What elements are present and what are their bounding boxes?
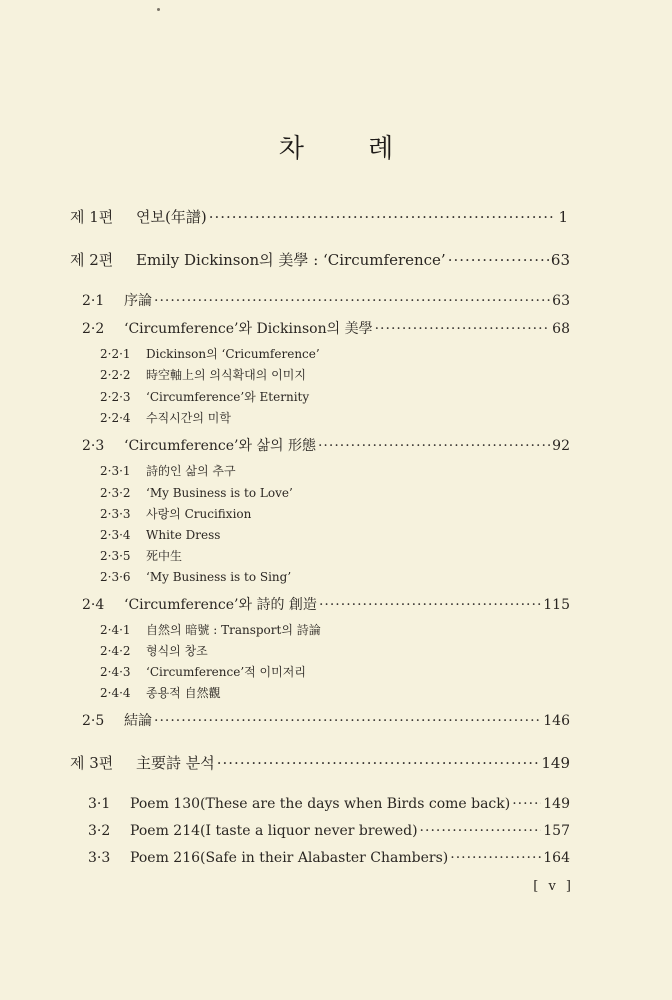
toc-entry-2-2-4[interactable]: [100, 412, 231, 424]
entry-number: 2·5: [82, 713, 105, 729]
toc-entry-2-4-2[interactable]: [100, 645, 208, 657]
entry-title: 結論: [124, 713, 152, 729]
entry-title: ‘Circumference’와 詩的 創造: [124, 597, 317, 613]
entry-title: 時空軸上의 의식확대의 이미지: [146, 368, 306, 382]
toc-entry-3-3[interactable]: [88, 851, 570, 865]
entry-number: 2·3·3: [100, 507, 131, 521]
entry-page: 146: [543, 713, 570, 729]
entry-title: ‘Circumference’와 삶의 形態: [124, 438, 316, 454]
entry-title: Poem 130(These are the days when Birds come back): [130, 796, 511, 812]
entry-number: 3·2: [88, 823, 111, 839]
entry-page: 63: [550, 251, 570, 269]
entry-page: 92: [552, 438, 570, 454]
entry-page: 149: [543, 796, 570, 812]
entry-number: 제 2편: [70, 251, 114, 269]
entry-number: 3·3: [88, 850, 111, 866]
leader-dots: [154, 714, 541, 728]
leader-dots: [209, 210, 557, 225]
entry-title: 종용적 自然觀: [146, 686, 221, 700]
toc-entry-2-3-5[interactable]: [100, 550, 182, 562]
entry-page: 164: [543, 850, 570, 866]
entry-page: 115: [543, 597, 570, 613]
entry-page: 149: [541, 754, 570, 772]
entry-number: 2·2·4: [100, 411, 131, 425]
toc-entry-2-4[interactable]: [82, 598, 570, 612]
entry-number: 2·2: [82, 321, 105, 337]
entry-title: Dickinson의 ‘Cricumference’: [146, 347, 320, 361]
leader-dots: [318, 439, 550, 453]
entry-title: ‘My Business is to Sing’: [146, 570, 292, 584]
entry-number: 2·3: [82, 438, 105, 454]
toc-entry-2-3-2[interactable]: [100, 487, 293, 499]
entry-title: ‘Circumference’와 Eternity: [146, 390, 310, 404]
entry-number: 2·2·1: [100, 347, 131, 361]
entry-number: 2·4·3: [100, 665, 131, 679]
entry-title: ‘Circumference’적 이미저리: [146, 665, 306, 679]
page-folio: [ v ]: [533, 879, 574, 894]
leader-dots: [420, 824, 542, 838]
entry-title: 自然의 暗號 : Transport의 詩論: [146, 623, 321, 637]
leader-dots: [319, 598, 541, 612]
entry-title: 형식의 창조: [146, 644, 208, 658]
toc-entry-2-2-2[interactable]: [100, 369, 306, 381]
entry-title: 수직시간의 미학: [146, 411, 231, 425]
toc-entry-2-3-6[interactable]: [100, 571, 291, 583]
leader-dots: [217, 756, 540, 771]
leader-dots: [450, 851, 541, 865]
entry-title: 연보(年譜): [136, 208, 207, 226]
entry-number: 2·4·2: [100, 644, 131, 658]
entry-number: 2·2·3: [100, 390, 131, 404]
leader-dots: [512, 797, 541, 811]
entry-title: Emily Dickinson의 美學 : ‘Circumference’: [136, 251, 446, 269]
entry-number: 2·3·1: [100, 464, 131, 478]
entry-number: 2·4·1: [100, 623, 131, 637]
entry-title: Poem 214(I taste a liquor never brewed): [130, 823, 418, 839]
entry-title: Poem 216(Safe in their Alabaster Chambers): [130, 850, 449, 866]
entry-title: ‘My Business is to Love’: [146, 486, 293, 500]
entry-page: 68: [552, 321, 570, 337]
entry-number: 2·3·4: [100, 528, 131, 542]
toc-entry-2-3-1[interactable]: [100, 465, 236, 477]
toc-entry-2-5[interactable]: [82, 714, 570, 728]
toc-entry-2-3-3[interactable]: [100, 508, 251, 520]
entry-title: White Dress: [146, 528, 221, 542]
toc-entry-2-1[interactable]: [82, 294, 570, 308]
entry-number: 2·3·5: [100, 549, 131, 563]
entry-title: 사랑의 Crucifixion: [146, 507, 252, 521]
toc-entry-2-3[interactable]: [82, 439, 570, 453]
entry-number: 제 1편: [70, 208, 114, 226]
entry-title: 死中生: [146, 549, 183, 563]
entry-page: 1: [558, 208, 568, 226]
toc-entry-part2[interactable]: [70, 253, 570, 268]
entry-title: 主要詩 분석: [136, 754, 215, 772]
toc-entry-part3[interactable]: [70, 756, 570, 771]
paper-speck: [157, 8, 160, 11]
entry-title: ‘Circumference’와 Dickinson의 美學: [124, 321, 373, 337]
toc-entry-2-2[interactable]: [82, 322, 570, 336]
page-title: 차 례: [278, 134, 422, 164]
entry-page: 157: [543, 823, 570, 839]
toc-entry-2-4-1[interactable]: [100, 624, 321, 636]
leader-dots: [154, 294, 550, 308]
entry-number: 2·4: [82, 597, 105, 613]
toc-entry-3-1[interactable]: [88, 797, 570, 811]
toc-entry-2-2-3[interactable]: [100, 391, 309, 403]
leader-dots: [375, 322, 551, 336]
toc-entry-3-2[interactable]: [88, 824, 570, 838]
entry-number: 2·1: [82, 293, 105, 309]
entry-number: 2·3·6: [100, 570, 131, 584]
leader-dots: [448, 253, 549, 268]
toc-entry-2-4-4[interactable]: [100, 687, 221, 699]
toc-entry-2-2-1[interactable]: [100, 348, 320, 360]
toc-entry-2-4-3[interactable]: [100, 666, 306, 678]
entry-number: 제 3편: [70, 754, 114, 772]
toc-entry-part1[interactable]: [70, 210, 568, 225]
entry-title: 詩的인 삶의 추구: [146, 464, 236, 478]
entry-page: 63: [552, 293, 570, 309]
entry-title: 序論: [124, 293, 152, 309]
entry-number: 3·1: [88, 796, 111, 812]
entry-number: 2·3·2: [100, 486, 131, 500]
toc-entry-2-3-4[interactable]: [100, 529, 220, 541]
entry-number: 2·2·2: [100, 368, 131, 382]
entry-number: 2·4·4: [100, 686, 131, 700]
